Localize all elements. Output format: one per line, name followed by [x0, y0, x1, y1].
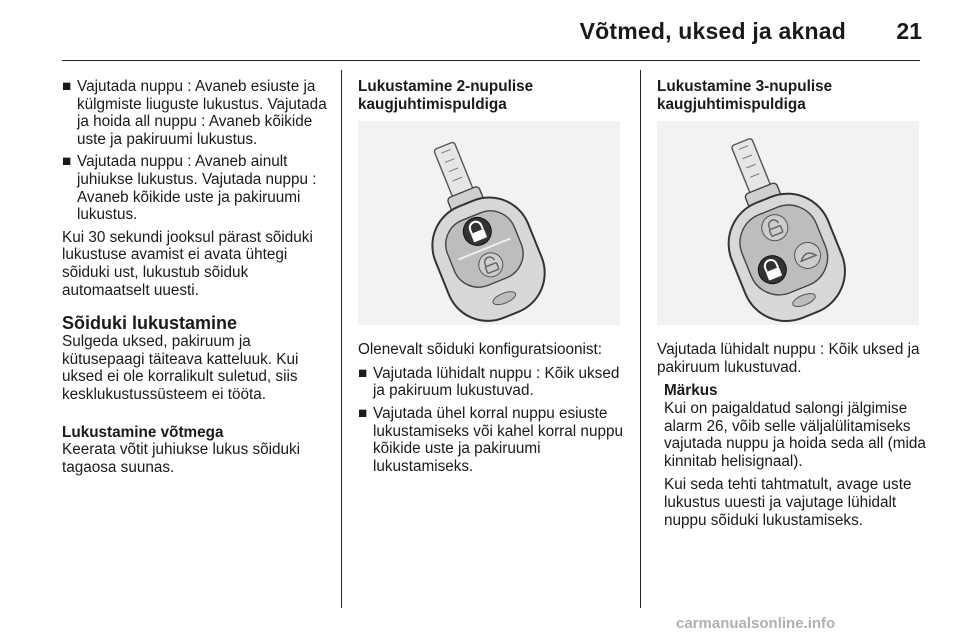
list-item — [358, 365, 626, 400]
column-divider — [640, 70, 641, 608]
column-2 — [358, 78, 626, 480]
key-fob-3-button-svg — [657, 121, 919, 325]
paragraph: Olenevalt sõiduki konfiguratsioonist: — [358, 341, 603, 359]
list-item — [358, 405, 626, 475]
key-fob-3-button-illustration — [657, 121, 919, 325]
page-number: 21 — [896, 18, 922, 44]
list-item-text: Vajutada ühel korral nuppu esiuste lukustamiseks või kahel korral nuppu kõikide uste ja pakiruumi lukustamiseks. — [373, 404, 623, 475]
column-1 — [62, 78, 328, 482]
sub-heading: Lukustamine 2-nupulise kaugjuhtimispuldiga — [358, 78, 534, 113]
paragraph: Sulgeda uksed, pakiruum ja kütusepaagi täiteava katteluuk. Kui uksed ei ole korralikult suletud, siis kesklukustussüsteem ei tööta. — [62, 333, 299, 403]
list-item — [62, 78, 328, 148]
note-box — [657, 382, 927, 529]
sub-heading: Lukustamine võtmega — [62, 423, 224, 441]
list-item-text: Vajutada nuppu : Avaneb esiuste ja külgmiste liuguste lukustus. Vajutada ja hoida all nuppu : Avaneb kõikide uste ja pakiruumi lukustus. — [77, 78, 327, 148]
bullet-icon: ■ — [62, 153, 72, 171]
key-fob-2-button-svg — [358, 121, 620, 325]
key-fob-2-button-illustration — [358, 121, 620, 325]
column-3 — [657, 78, 927, 535]
bullet-list — [62, 78, 328, 224]
list-item — [62, 153, 328, 223]
note-paragraph: Kui seda tehti tahtmatult, avage uste lukustus uuesti ja vajutage lühidalt nuppu sõiduki lukustamiseks. — [664, 476, 912, 529]
watermark: carmanualsonline.info — [676, 615, 836, 632]
list-item-text: Vajutada lühidalt nuppu : Kõik uksed ja pakiruum lukustuvad. — [373, 364, 620, 400]
paragraph: Vajutada lühidalt nuppu : Kõik uksed ja pakiruum lukustuvad. — [657, 341, 920, 376]
bullet-icon: ■ — [358, 364, 368, 382]
section-heading: Sõiduki lukustamine — [62, 313, 238, 334]
sub-heading: Lukustamine 3-nupulise kaugjuhtimispuldiga — [657, 78, 833, 113]
note-label: Märkus — [664, 382, 718, 400]
bullet-icon: ■ — [62, 78, 72, 95]
column-divider — [341, 70, 342, 608]
header-divider — [62, 60, 920, 61]
paragraph: Keerata võtit juhiukse lukus sõiduki tagaosa suunas. — [62, 441, 301, 476]
page-title: Võtmed, uksed ja aknad — [579, 18, 846, 44]
bullet-list — [358, 365, 626, 476]
list-item-text: Vajutada nuppu : Avaneb ainult juhiukse lukustus. Vajutada nuppu : Avaneb kõikide uste ja pakiruumi lukustus. — [77, 153, 317, 224]
paragraph: Kui 30 sekundi jooksul pärast sõiduki lukustuse avamist ei avata ühtegi sõiduki ust, lukustub sõiduk automaatselt uuesti. — [62, 228, 313, 299]
bullet-icon: ■ — [358, 404, 368, 422]
note-paragraph: Kui on paigaldatud salongi jälgimise alarm 26, võib selle väljalülitamiseks vajutada nuppu ja hoida seda all (mida kinnitab helisignaal). — [664, 399, 926, 470]
